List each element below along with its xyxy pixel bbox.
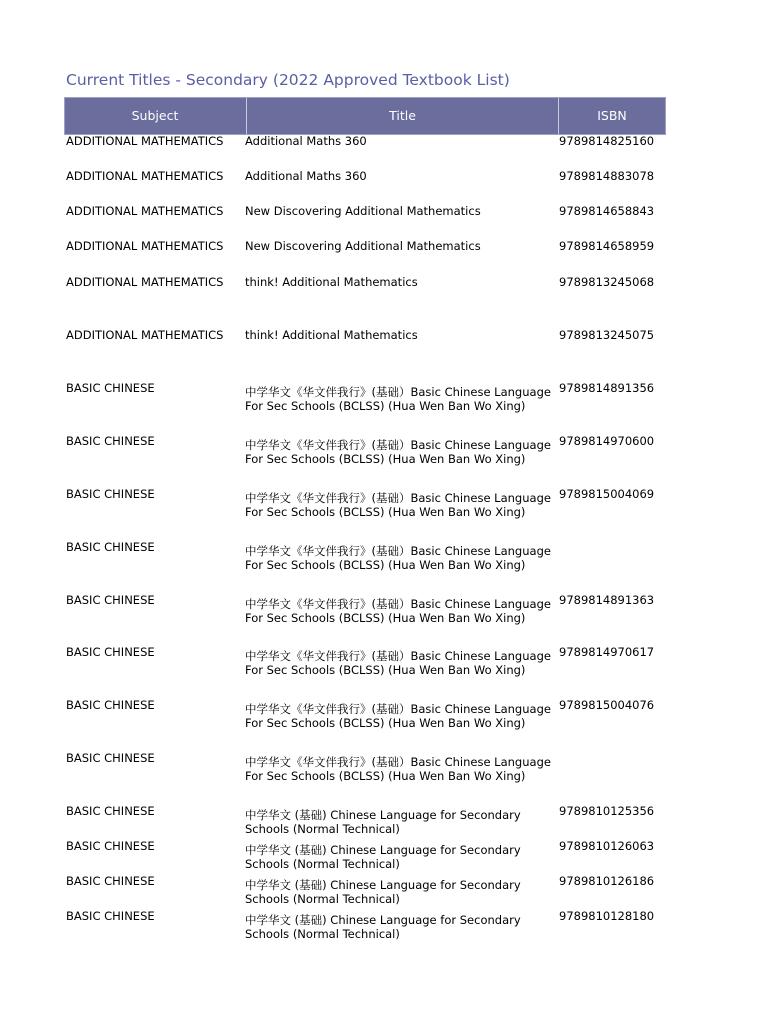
- cell-isbn: 9789814891356: [559, 381, 655, 395]
- cell-subject: BASIC CHINESE: [66, 593, 155, 607]
- cell-title: 中学华文《华文伴我行》(基础）Basic Chinese Language For Sec Schools (BCLSS) (Hua Wen Ban Wo Xing): [245, 385, 551, 413]
- cell-subject: BASIC CHINESE: [66, 540, 155, 554]
- cell-isbn: 9789814891363: [559, 593, 655, 607]
- cell-title: think! Additional Mathematics: [245, 275, 418, 289]
- cell-subject: BASIC CHINESE: [66, 381, 155, 395]
- cell-isbn: 9789815004069: [559, 487, 655, 501]
- column-header-isbn: ISBN: [597, 108, 627, 123]
- column-header-title: Title: [246, 98, 559, 134]
- cell-subject: BASIC CHINESE: [66, 751, 155, 765]
- cell-isbn: 9789814658959: [559, 239, 655, 253]
- cell-subject: BASIC CHINESE: [66, 698, 155, 712]
- table-header: [64, 97, 666, 135]
- cell-title: New Discovering Additional Mathematics: [245, 239, 481, 253]
- cell-isbn: 9789810128180: [559, 909, 655, 923]
- cell-isbn: 9789814658843: [559, 204, 655, 218]
- cell-title: 中学华文 (基础) Chinese Language for Secondary Schools (Normal Technical): [245, 878, 521, 906]
- cell-title: think! Additional Mathematics: [245, 328, 418, 342]
- page-title: Current Titles - Secondary (2022 Approved Textbook List): [66, 71, 510, 89]
- cell-subject: BASIC CHINESE: [66, 434, 155, 448]
- cell-subject: BASIC CHINESE: [66, 909, 155, 923]
- cell-subject: BASIC CHINESE: [66, 839, 155, 853]
- column-header-subject: Subject: [131, 108, 179, 123]
- cell-title: 中学华文 (基础) Chinese Language for Secondary Schools (Normal Technical): [245, 913, 521, 941]
- cell-isbn: 9789810125356: [559, 804, 655, 818]
- cell-subject: BASIC CHINESE: [66, 487, 155, 501]
- cell-isbn: 9789810126063: [559, 839, 655, 853]
- cell-subject: ADDITIONAL MATHEMATICS: [66, 134, 224, 148]
- cell-isbn: 9789814970600: [559, 434, 655, 448]
- cell-title: 中学华文《华文伴我行》(基础）Basic Chinese Language For Sec Schools (BCLSS) (Hua Wen Ban Wo Xing): [245, 597, 551, 625]
- cell-title: 中学华文 (基础) Chinese Language for Secondary Schools (Normal Technical): [245, 808, 521, 836]
- cell-subject: BASIC CHINESE: [66, 874, 155, 888]
- cell-title: 中学华文《华文伴我行》(基础）Basic Chinese Language For Sec Schools (BCLSS) (Hua Wen Ban Wo Xing): [245, 755, 551, 783]
- cell-subject: BASIC CHINESE: [66, 645, 155, 659]
- cell-title: 中学华文 (基础) Chinese Language for Secondary Schools (Normal Technical): [245, 843, 521, 871]
- cell-subject: ADDITIONAL MATHEMATICS: [66, 169, 224, 183]
- cell-title: Additional Maths 360: [245, 134, 367, 148]
- cell-title: Additional Maths 360: [245, 169, 367, 183]
- cell-title: 中学华文《华文伴我行》(基础）Basic Chinese Language For Sec Schools (BCLSS) (Hua Wen Ban Wo Xing): [245, 702, 551, 730]
- cell-subject: BASIC CHINESE: [66, 804, 155, 818]
- cell-isbn: 9789815004076: [559, 698, 655, 712]
- cell-subject: ADDITIONAL MATHEMATICS: [66, 275, 224, 289]
- cell-isbn: 9789810126186: [559, 874, 655, 888]
- cell-title: 中学华文《华文伴我行》(基础）Basic Chinese Language For Sec Schools (BCLSS) (Hua Wen Ban Wo Xing): [245, 438, 551, 466]
- cell-title: New Discovering Additional Mathematics: [245, 204, 481, 218]
- cell-title: 中学华文《华文伴我行》(基础）Basic Chinese Language For Sec Schools (BCLSS) (Hua Wen Ban Wo Xing): [245, 649, 551, 677]
- cell-title: 中学华文《华文伴我行》(基础）Basic Chinese Language For Sec Schools (BCLSS) (Hua Wen Ban Wo Xing): [245, 544, 551, 572]
- cell-isbn: 9789814970617: [559, 645, 655, 659]
- cell-title: 中学华文《华文伴我行》(基础）Basic Chinese Language For Sec Schools (BCLSS) (Hua Wen Ban Wo Xing): [245, 491, 551, 519]
- cell-subject: ADDITIONAL MATHEMATICS: [66, 204, 224, 218]
- cell-isbn: 9789814883078: [559, 169, 655, 183]
- cell-isbn: 9789813245068: [559, 275, 655, 289]
- cell-subject: ADDITIONAL MATHEMATICS: [66, 239, 224, 253]
- cell-isbn: 9789814825160: [559, 134, 655, 148]
- cell-isbn: 9789813245075: [559, 328, 655, 342]
- cell-subject: ADDITIONAL MATHEMATICS: [66, 328, 224, 342]
